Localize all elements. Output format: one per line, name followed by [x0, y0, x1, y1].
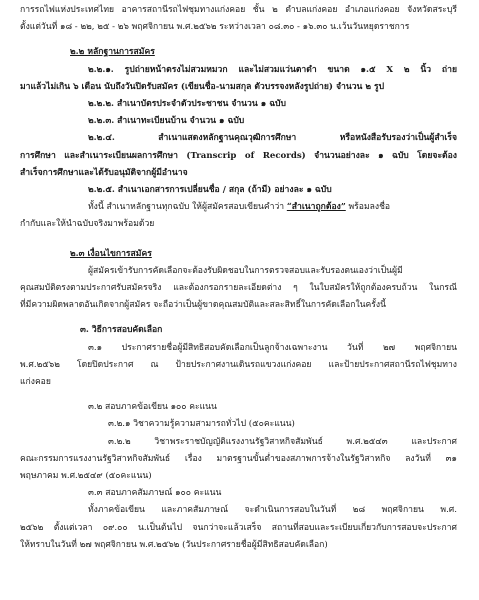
- note-text-pre: ทั้งนี้ สำเนาหลักฐานทุกฉบับ ให้ผู้สมัครสอบเขียนคำว่า: [88, 202, 287, 213]
- note-text-post: พร้อมลงชื่อ: [345, 202, 391, 213]
- item-3-2-2-line-1: ๓.๒.๒ วิชาพระราชบัญญัติแรงงานรัฐวิสาหกิจสัมพันธ์ พ.ศ.๒๕๔๓ และประกาศ: [108, 436, 457, 447]
- item-3-3-line-3: ให้ทราบในวันที่ ๒๗ พฤศจิกายน พ.ศ.๒๕๖๒ (วันประกาศรายชื่อผู้มีสิทธิสอบคัดเลือก): [20, 539, 328, 550]
- note-line-2: กำกับและให้นำฉบับจริงมาพร้อมด้วย: [20, 219, 155, 230]
- item-3-1-line-3: แก่งคอย: [20, 377, 51, 388]
- intro-line-2: ตั้งแต่วันที่ ๑๘ - ๒๒, ๒๕ - ๒๖ พฤศจิกายน พ.ศ.๒๕๖๒ ระหว่างเวลา ๐๘.๓๐ - ๑๖.๓๐ น.เว้นวันหยุดราชการ: [20, 22, 410, 33]
- note-line-1: [20, 199, 457, 216]
- section-2-3-heading: [20, 246, 457, 263]
- item-3-1-line-1: ๓.๑ ประกาศรายชื่อผู้มีสิทธิสอบคัดเลือกเป็นลูกจ้างเฉพาะงาน วันที่ ๒๗ พฤศจิกายน: [88, 342, 457, 353]
- section-2-2-heading: [20, 44, 457, 61]
- item-2-2-1-line-1: ๒.๒.๑. รูปถ่ายหน้าตรงไม่สวมหมวก และไม่สวมแว่นตาดำ ขนาด ๑.๕ X ๒ นิ้ว ถ่าย: [88, 64, 457, 75]
- section-2-3-heading-text: ๒.๓ เงื่อนไขการสมัคร: [70, 248, 152, 259]
- item-3-3-line-2: ๒๕๖๒ ตั้งแต่เวลา ๐๙.๐๐ น.เป็นต้นไป จนกว่าจะแล้วเสร็จ สถานที่สอบและระเบียบเกี่ยวกับการสอบจะประกาศ: [20, 522, 457, 533]
- item-3-2-2-line-2: คณะกรรมการแรงงานรัฐวิสาหกิจสัมพันธ์ เรื่อง มาตรฐานขั้นต่ำของสภาพการจ้างในรัฐวิสาหกิจ ลงวันที่ ๓๑: [20, 453, 457, 464]
- conditions-line-1: ผู้สมัครเข้ารับการคัดเลือกจะต้องรับผิดชอบในการตรวจสอบและรับรองตนเองว่าเป็นผู้มี: [88, 265, 403, 276]
- conditions-line-2: คุณสมบัติตรงตามประกาศรับสมัครจริง และต้องกรอกรายละเอียดต่าง ๆ ในใบสมัครให้ถูกต้องครบถ้วน ในกรณี: [20, 283, 457, 294]
- item-3-1-line-2: พ.ศ.๒๕๖๒ โดยปิดประกาศ ณ ป้ายประกาศงานเดินรถแขวงแก่งคอย และป้ายประกาศสถานีรถไฟชุมทาง: [20, 359, 457, 370]
- item-2-2-3: ๒.๒.๓. สำเนาทะเบียนบ้าน จำนวน ๑ ฉบับ: [88, 116, 245, 127]
- note-emphasis: “สำเนาถูกต้อง”: [286, 202, 346, 213]
- section-2-2-heading-text: ๒.๒ หลักฐานการสมัคร: [70, 47, 155, 58]
- item-3-2-2-line-3: พฤษภาคม พ.ศ.๒๕๔๙ (๕๐คะแนน): [20, 471, 152, 482]
- item-3-2: ๓.๒ สอบภาคข้อเขียน ๑๐๐ คะแนน: [88, 402, 217, 413]
- item-2-2-4-line-2: การศึกษา และสำเนาระเบียนผลการศึกษา (Transcrip of Records) จำนวนอย่างละ ๑ ฉบับ โดยจะต้อง: [20, 150, 457, 161]
- intro-line-1: การรถไฟแห่งประเทศไทย อาคารสถานีรถไฟชุมทางแก่งคอย ชั้น ๒ ตำบลแก่งคอย อำเภอแก่งคอย จังหวัดสระบุรี: [20, 5, 457, 15]
- item-2-2-4-line-3: สำเร็จการศึกษาและได้รับอนุมัติจากผู้มีอำนาจ: [20, 167, 188, 178]
- item-3-3: ๓.๓ สอบภาคสัมภาษณ์ ๑๐๐ คะแนน: [88, 488, 222, 499]
- item-2-2-2: ๒.๒.๒. สำเนาบัตรประจำตัวประชาชน จำนวน ๑ ฉบับ: [88, 99, 286, 110]
- section-3-heading: ๓. วิธีการสอบคัดเลือก: [80, 325, 163, 336]
- item-2-2-5: ๒.๒.๕. สำเนาเอกสารการเปลี่ยนชื่อ / สกุล (ถ้ามี) อย่างละ ๑ ฉบับ: [88, 185, 332, 196]
- item-2-2-1-line-2: มาแล้วไม่เกิน ๖ เดือน นับถึงวันปิดรับสมัคร (เขียนชื่อ-นามสกุล ตัวบรรจงหลังรูปถ่าย) จำนวน ๒ รูป: [20, 81, 385, 92]
- item-3-3-line-1: ทั้งภาคข้อเขียน และภาคสัมภาษณ์ จะดำเนินการสอบในวันที่ ๒๘ พฤศจิกายน พ.ศ.: [88, 505, 457, 516]
- item-3-2-1: ๓.๒.๑ วิชาความรู้ความสามารถทั่วไป (๕๐คะแนน): [108, 419, 295, 430]
- item-2-2-4-line-1: ๒.๒.๔. สำเนาแสดงหลักฐานคุณวุฒิการศึกษา หรือหนังสือรับรองว่าเป็นผู้สำเร็จ: [88, 133, 457, 144]
- conditions-line-3: ที่มีความผิดพลาดอันเกิดจากผู้สมัคร จะถือว่าเป็นผู้ขาดคุณสมบัติและสละสิทธิ์ในการคัดเลือกในครั้งนี้: [20, 300, 386, 311]
